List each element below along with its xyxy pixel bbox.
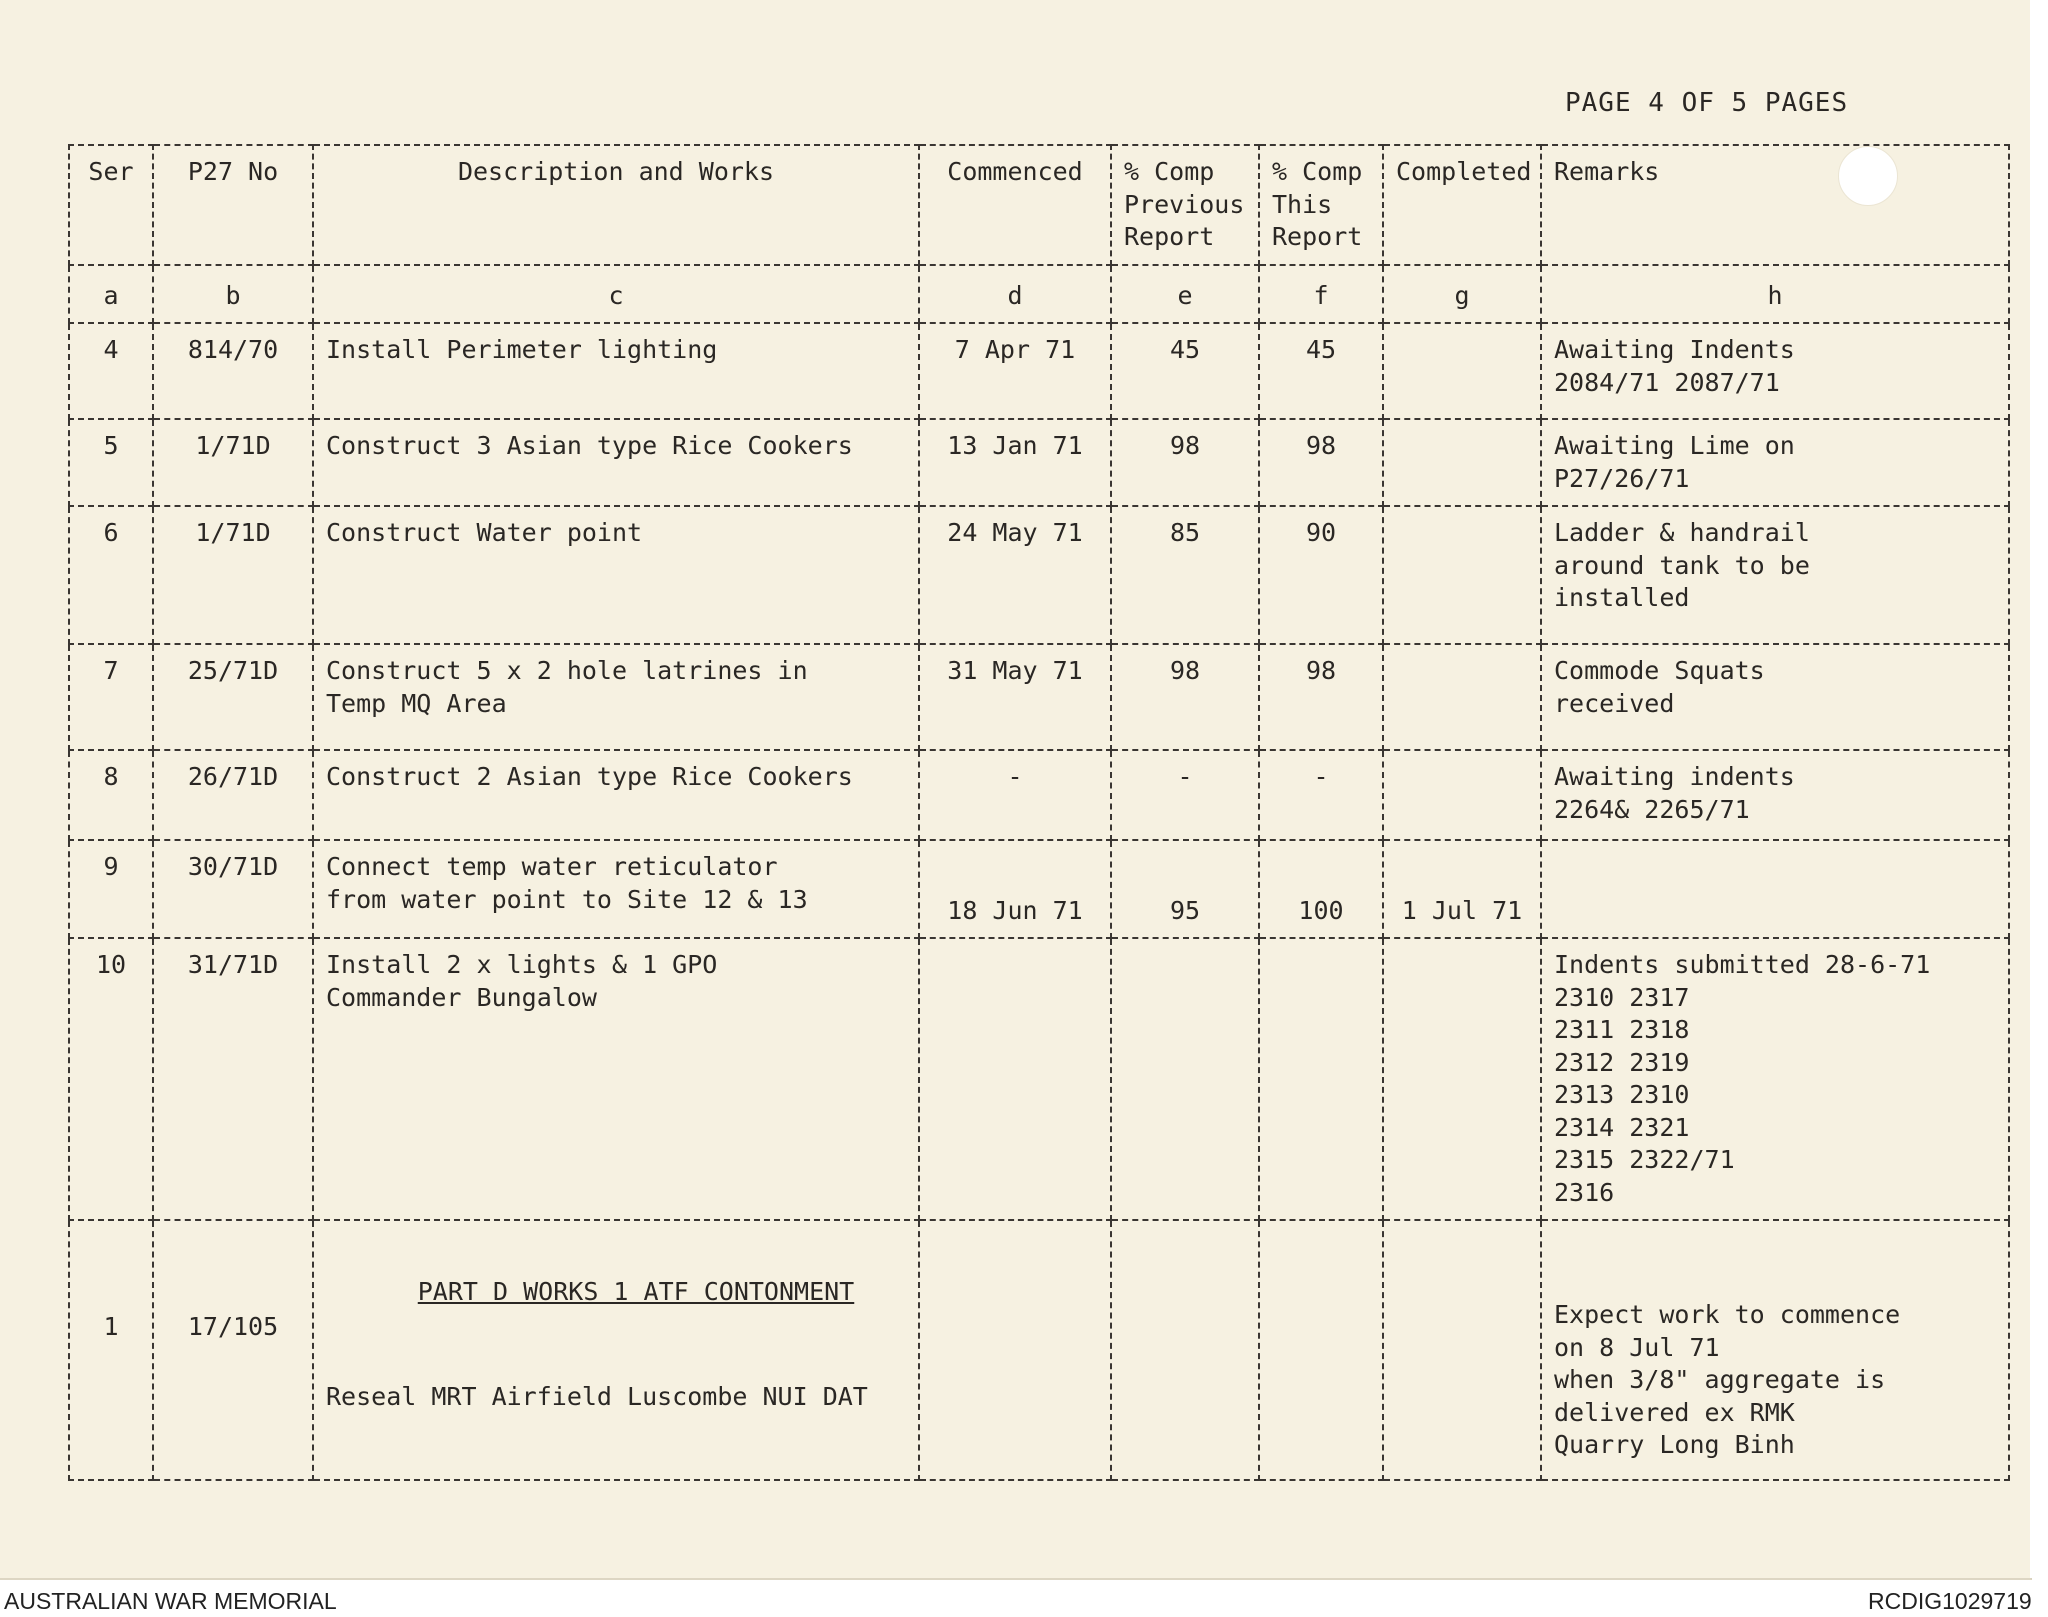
cell-comp-this: 90: [1259, 506, 1383, 644]
cell-completed: [1383, 1220, 1541, 1480]
cell-ser: 9: [69, 840, 153, 938]
column-letter: c: [313, 265, 919, 324]
cell-p27: 17/105: [153, 1220, 313, 1480]
header-commenced: Commenced: [919, 145, 1111, 265]
cell-comp-this: -: [1259, 750, 1383, 840]
table-row-part-d: [69, 1220, 2009, 1480]
cell-commenced: [919, 1220, 1111, 1480]
cell-comp-this: [1259, 1220, 1383, 1480]
header-ser: Ser: [69, 145, 153, 265]
cell-remarks: Awaiting Indents 2084/71 2087/71: [1541, 323, 2009, 419]
cell-comp-previous: 98: [1111, 419, 1259, 506]
cell-comp-this: 100: [1259, 840, 1383, 938]
header-completed: Completed: [1383, 145, 1541, 265]
cell-commenced: 7 Apr 71: [919, 323, 1111, 419]
cell-completed: [1383, 419, 1541, 506]
cell-ser: 10: [69, 938, 153, 1220]
cell-comp-previous: 85: [1111, 506, 1259, 644]
scan-margin: [2030, 0, 2048, 1578]
cell-comp-previous: [1111, 938, 1259, 1220]
cell-commenced: [919, 938, 1111, 1220]
part-d-heading: PART D WORKS 1 ATF CONTONMENT: [417, 1276, 855, 1306]
column-letter: h: [1541, 265, 2009, 324]
cell-remarks: Indents submitted 28-6-71 2310 2317 2311 2318 2312 2319 2313 2310 2314 2321 2315 2322/71 2316: [1541, 938, 2009, 1220]
cell-p27: 30/71D: [153, 840, 313, 938]
column-letter: g: [1383, 265, 1541, 324]
cell-commenced: 31 May 71: [919, 644, 1111, 750]
cell-description: Construct 5 x 2 hole latrines in Temp MQ Area: [313, 644, 919, 750]
column-letter: b: [153, 265, 313, 324]
header-row: [69, 145, 2009, 265]
header-p27-no: P27 No: [153, 145, 313, 265]
cell-completed: [1383, 506, 1541, 644]
header-comp-previous: % Comp Previous Report: [1111, 145, 1259, 265]
table-row: [69, 506, 2009, 644]
cell-commenced: -: [919, 750, 1111, 840]
cell-remarks: Ladder & handrail around tank to be installed: [1541, 506, 2009, 644]
part-d-description: Reseal MRT Airfield Luscombe NUI DAT: [326, 1381, 868, 1411]
cell-p27: 1/71D: [153, 506, 313, 644]
cell-completed: 1 Jul 71: [1383, 840, 1541, 938]
cell-p27: 1/71D: [153, 419, 313, 506]
header-remarks: Remarks: [1541, 145, 2009, 265]
cell-description: Construct Water point: [313, 506, 919, 644]
cell-p27: 26/71D: [153, 750, 313, 840]
cell-comp-this: 98: [1259, 644, 1383, 750]
table-row: [69, 323, 2009, 419]
column-letter-row: [69, 265, 2009, 324]
column-letter: f: [1259, 265, 1383, 324]
cell-comp-this: 45: [1259, 323, 1383, 419]
cell-comp-this: 98: [1259, 419, 1383, 506]
column-letter: e: [1111, 265, 1259, 324]
cell-comp-this: [1259, 938, 1383, 1220]
cell-ser: 8: [69, 750, 153, 840]
table-row: [69, 644, 2009, 750]
cell-description: Construct 3 Asian type Rice Cookers: [313, 419, 919, 506]
cell-p27: 25/71D: [153, 644, 313, 750]
cell-completed: [1383, 644, 1541, 750]
cell-remarks: Commode Squats received: [1541, 644, 2009, 750]
cell-completed: [1383, 938, 1541, 1220]
header-description: Description and Works: [313, 145, 919, 265]
cell-ser: 4: [69, 323, 153, 419]
cell-ser: 7: [69, 644, 153, 750]
cell-remarks: Awaiting indents 2264& 2265/71: [1541, 750, 2009, 840]
cell-ser: 6: [69, 506, 153, 644]
cell-commenced: 13 Jan 71: [919, 419, 1111, 506]
cell-remarks: Expect work to commence on 8 Jul 71 when 3/8" aggregate is delivered ex RMK Quarry Long Binh: [1541, 1220, 2009, 1480]
table-row: [69, 840, 2009, 938]
cell-remarks: Awaiting Lime on P27/26/71: [1541, 419, 2009, 506]
cell-comp-previous: -: [1111, 750, 1259, 840]
cell-comp-previous: 45: [1111, 323, 1259, 419]
cell-ser: 1: [69, 1220, 153, 1480]
page-number-label: PAGE 4 OF 5 PAGES: [1565, 88, 1849, 118]
works-progress-table: [68, 144, 2010, 1481]
archive-id: RCDIG1029719: [1868, 1588, 2032, 1614]
cell-commenced: 18 Jun 71: [919, 840, 1111, 938]
table-row: [69, 419, 2009, 506]
cell-commenced: 24 May 71: [919, 506, 1111, 644]
table-row: [69, 750, 2009, 840]
cell-description: Install Perimeter lighting: [313, 323, 919, 419]
cell-comp-previous: 95: [1111, 840, 1259, 938]
cell-ser: 5: [69, 419, 153, 506]
table-row: [69, 938, 2009, 1220]
cell-description: [313, 1220, 919, 1480]
cell-completed: [1383, 323, 1541, 419]
cell-remarks: [1541, 840, 2009, 938]
cell-description: Construct 2 Asian type Rice Cookers: [313, 750, 919, 840]
column-letter: a: [69, 265, 153, 324]
archive-credit: AUSTRALIAN WAR MEMORIAL: [4, 1588, 337, 1614]
header-comp-this: % Comp This Report: [1259, 145, 1383, 265]
cell-description: Connect temp water reticulator from water point to Site 12 & 13: [313, 840, 919, 938]
cell-description: Install 2 x lights & 1 GPO Commander Bungalow: [313, 938, 919, 1220]
cell-p27: 814/70: [153, 323, 313, 419]
cell-p27: 31/71D: [153, 938, 313, 1220]
cell-comp-previous: [1111, 1220, 1259, 1480]
cell-comp-previous: 98: [1111, 644, 1259, 750]
cell-completed: [1383, 750, 1541, 840]
column-letter: d: [919, 265, 1111, 324]
